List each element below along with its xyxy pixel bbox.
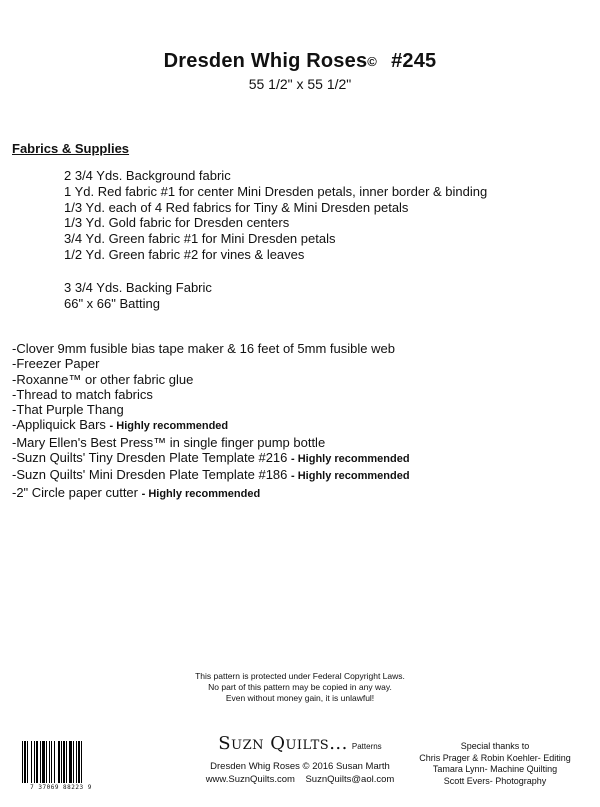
fabric-item: 3/4 Yd. Green fabric #1 for Mini Dresden petals — [64, 231, 336, 247]
thanks-line: Tamara Lynn- Machine Quilting — [432, 764, 558, 774]
supply-item — [12, 435, 410, 450]
recommendation-note: - Highly recommended — [291, 470, 410, 483]
supplies-list — [12, 341, 410, 502]
recommendation-note: - Highly recommended — [291, 453, 410, 466]
pattern-number: #245 — [391, 50, 437, 72]
barcode-number: 7 37069 88223 9 — [30, 784, 92, 791]
copyright-line: No part of this pattern may be copied in any way. — [208, 682, 392, 692]
barcode — [22, 741, 100, 793]
recommendation-note: - Highly recommended — [141, 487, 261, 500]
fabric-list — [64, 168, 487, 263]
supply-text: -That Purple Thang — [12, 402, 124, 418]
supply-text: -Clover 9mm fusible bias tape maker & 16 feet of 5mm fusible web — [12, 341, 395, 356]
supply-text: -Suzn Quilts' Tiny Dresden Plate Template #216 — [12, 450, 291, 466]
barcode-bar — [82, 741, 83, 783]
supply-item — [12, 387, 410, 402]
pattern-title: Dresden Whig Roses — [163, 50, 368, 72]
brand-name: Suzn Quilts... — [218, 733, 348, 754]
special-thanks — [405, 741, 585, 787]
supply-item — [12, 356, 410, 371]
copyright-line: This pattern is protected under Federal Copyright Laws. — [195, 671, 405, 681]
thanks-line: Chris Prager & Robin Koehler- Editing — [419, 752, 571, 763]
brand-patterns-label: Patterns — [351, 742, 382, 751]
fabric-item: 2 3/4 Yds. Background fabric — [64, 168, 231, 183]
supply-text: -Thread to match fabrics — [12, 386, 153, 402]
backing-item: 3 3/4 Yds. Backing Fabric — [64, 280, 212, 295]
supply-text: -2" Circle paper cutter — [12, 484, 142, 500]
supply-item — [12, 402, 410, 417]
supply-item — [12, 450, 410, 467]
supply-text: -Roxanne™ or other fabric glue — [12, 371, 194, 387]
copyright-notice — [0, 671, 600, 704]
thanks-line: Scott Evers- Photography — [443, 775, 547, 786]
supply-item — [12, 417, 410, 434]
fabric-item: 1/3 Yd. Gold fabric for Dresden centers — [64, 215, 290, 231]
supply-item — [12, 341, 410, 356]
supply-item — [12, 485, 410, 502]
supply-text: -Appliquick Bars — [12, 417, 110, 433]
backing-item: 66" x 66" Batting — [64, 295, 160, 311]
brand-logo — [200, 733, 400, 754]
fabric-item: 1/2 Yd. Green fabric #2 for vines & leaves — [64, 246, 305, 262]
page-title — [0, 50, 600, 73]
fabric-item: 1 Yd. Red fabric #1 for center Mini Dresden petals, inner border & binding — [64, 183, 488, 199]
copyright-symbol: © — [367, 54, 378, 69]
footer-copyright: Dresden Whig Roses © 2016 Susan Marth — [210, 761, 390, 772]
copyright-line: Even without money gain, it is unlawful! — [225, 693, 375, 703]
barcode-bars — [22, 741, 100, 783]
supply-item — [12, 467, 410, 484]
section-heading: Fabrics & Supplies — [12, 141, 130, 156]
supply-item — [12, 372, 410, 387]
quilt-size: 55 1/2" x 55 1/2" — [248, 76, 352, 92]
supply-text: -Suzn Quilts' Mini Dresden Plate Template #186 — [12, 467, 291, 483]
footer-contact: www.SuznQuilts.com SuznQuilts@aol.com — [205, 774, 395, 785]
supply-text: -Mary Ellen's Best Press™ in single finger pump bottle — [12, 434, 326, 450]
supply-text: -Freezer Paper — [12, 356, 100, 372]
thanks-heading: Special thanks to — [460, 741, 530, 751]
backing-list — [64, 280, 212, 312]
recommendation-note: - Highly recommended — [109, 420, 229, 433]
fabric-item: 1/3 Yd. each of 4 Red fabrics for Tiny & Mini Dresden petals — [64, 199, 409, 215]
footer-info — [160, 760, 440, 786]
